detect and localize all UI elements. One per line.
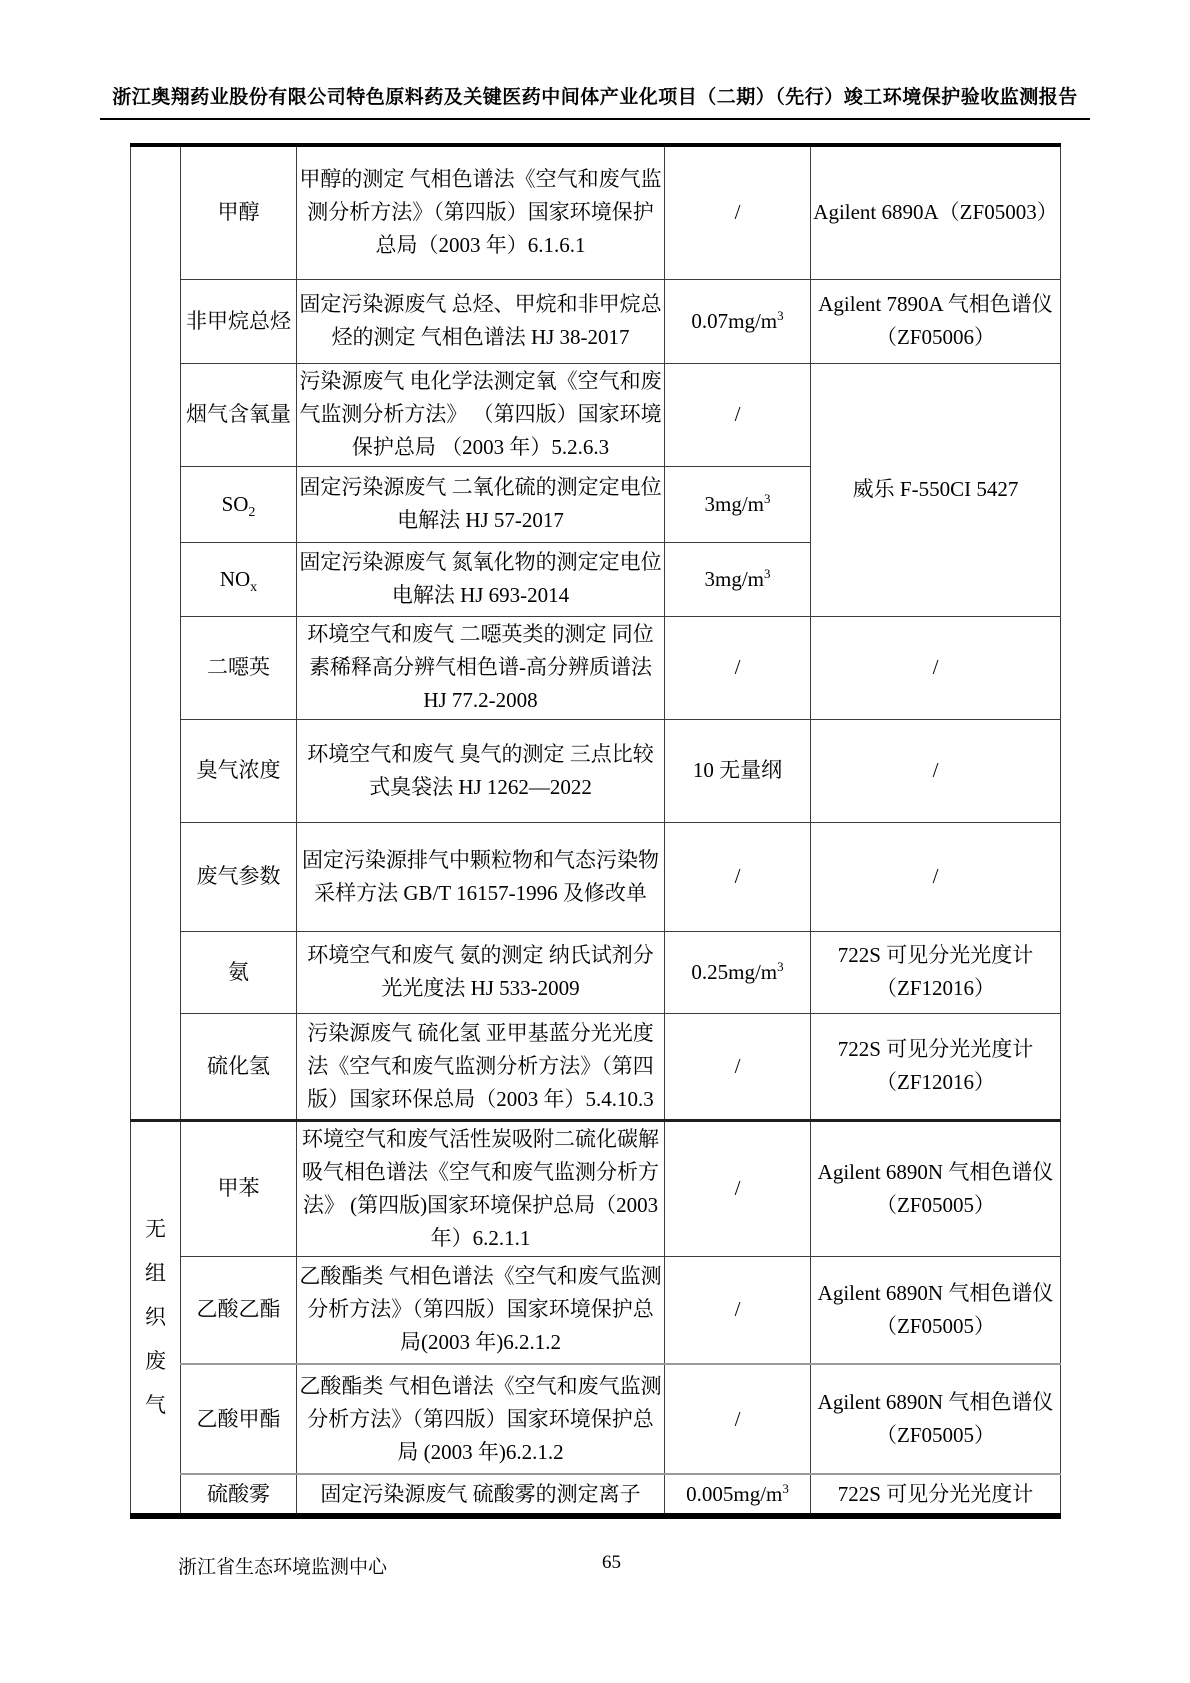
pollutant-cell: 烟气含氧量 bbox=[181, 363, 297, 466]
table-row bbox=[131, 931, 1061, 1013]
pollutant-cell: 乙酸乙酯 bbox=[181, 1256, 297, 1364]
method-cell: 污染源废气 电化学法测定氧《空气和废气监测分析方法》 （第四版）国家环境保护总局 （2003 年）5.2.6.3 bbox=[297, 363, 665, 466]
equipment-cell: Agilent 6890N 气相色谱仪（ZF05005） bbox=[811, 1120, 1061, 1256]
detection-limit-cell: / bbox=[665, 1364, 811, 1474]
pollutant-cell: 硫酸雾 bbox=[181, 1474, 297, 1516]
footer-organization: 浙江省生态环境监测中心 bbox=[178, 1557, 388, 1578]
category-label: 无 组 织 废 气 bbox=[145, 1217, 166, 1418]
method-cell: 固定污染源废气 硫酸雾的测定离子 bbox=[297, 1474, 665, 1516]
detection-limit-cell: / bbox=[665, 822, 811, 931]
table-row bbox=[131, 1364, 1061, 1474]
equipment-cell: 威乐 F-550CI 5427 bbox=[811, 363, 1061, 616]
equipment-cell: / bbox=[811, 719, 1061, 822]
method-cell: 环境空气和废气活性炭吸附二硫化碳解吸气相色谱法《空气和废气监测分析方法》 (第四版)国家环境保护总局（2003 年）6.2.1.1 bbox=[297, 1120, 665, 1256]
pollutant-cell: $NO_x$ bbox=[181, 542, 297, 616]
equipment-cell: Agilent 6890N 气相色谱仪（ZF05005） bbox=[811, 1256, 1061, 1364]
pollutant-cell: $SO_2$ bbox=[181, 466, 297, 542]
method-cell: 甲醇的测定 气相色谱法《空气和废气监测分析方法》（第四版）国家环境保护总局（2003 年）6.1.6.1 bbox=[297, 145, 665, 279]
detection-limit-cell: / bbox=[665, 1256, 811, 1364]
method-cell: 环境空气和废气 二噁英类的测定 同位素稀释高分辨气相色谱-高分辨质谱法 HJ 77.2-2008 bbox=[297, 616, 665, 719]
table-row bbox=[131, 616, 1061, 719]
detection-limit-cell: / bbox=[665, 616, 811, 719]
pollutant-cell: 非甲烷总烃 bbox=[181, 279, 297, 363]
method-cell: 固定污染源排气中颗粒物和气态污染物采样方法 GB/T 16157-1996 及修改单 bbox=[297, 822, 665, 931]
equipment-cell: 722S 可见分光光度计 bbox=[811, 1474, 1061, 1516]
pollutant-cell: 乙酸甲酯 bbox=[181, 1364, 297, 1474]
table-row bbox=[131, 1256, 1061, 1364]
table-row bbox=[131, 1120, 1061, 1256]
pollutant-cell: 硫化氢 bbox=[181, 1013, 297, 1120]
method-cell: 污染源废气 硫化氢 亚甲基蓝分光光度法《空气和废气监测分析方法》（第四版）国家环保总局（2003 年）5.4.10.3 bbox=[297, 1013, 665, 1120]
page-header-title: 浙江奥翔药业股份有限公司特色原料药及关键医药中间体产业化项目（二期）（先行）竣工环境保护验收监测报告 bbox=[100, 82, 1090, 120]
table-row bbox=[131, 1013, 1061, 1120]
table-row bbox=[131, 719, 1061, 822]
table-row bbox=[131, 1474, 1061, 1516]
category-cell bbox=[131, 1120, 181, 1516]
equipment-cell: 722S 可见分光光度计（ZF12016） bbox=[811, 1013, 1061, 1120]
equipment-cell: / bbox=[811, 822, 1061, 931]
pollutant-cell: 废气参数 bbox=[181, 822, 297, 931]
pollutant-cell: 二噁英 bbox=[181, 616, 297, 719]
equipment-cell: 722S 可见分光光度计（ZF12016） bbox=[811, 931, 1061, 1013]
pollutant-cell: 甲醇 bbox=[181, 145, 297, 279]
detection-limit-cell: / bbox=[665, 1013, 811, 1120]
equipment-cell: / bbox=[811, 616, 1061, 719]
footer-page-number: 65 bbox=[602, 1552, 621, 1573]
pollutant-cell: 甲苯 bbox=[181, 1120, 297, 1256]
detection-limit-cell: $3mg/m^3$ bbox=[665, 542, 811, 616]
method-cell: 固定污染源废气 氮氧化物的测定定电位电解法 HJ 693-2014 bbox=[297, 542, 665, 616]
monitoring-methods-table bbox=[130, 143, 1061, 1519]
table-row bbox=[131, 279, 1061, 363]
pollutant-cell: 氨 bbox=[181, 931, 297, 1013]
category-cell bbox=[131, 145, 181, 1120]
equipment-cell: Agilent 7890A 气相色谱仪（ZF05006） bbox=[811, 279, 1061, 363]
detection-limit-cell: $0.005mg/m^3$ bbox=[665, 1474, 811, 1516]
method-cell: 固定污染源废气 总烃、甲烷和非甲烷总烃的测定 气相色谱法 HJ 38-2017 bbox=[297, 279, 665, 363]
method-cell: 环境空气和废气 臭气的测定 三点比较式臭袋法 HJ 1262—2022 bbox=[297, 719, 665, 822]
pollutant-cell: 臭气浓度 bbox=[181, 719, 297, 822]
method-cell: 环境空气和废气 氨的测定 纳氏试剂分光光度法 HJ 533-2009 bbox=[297, 931, 665, 1013]
equipment-cell: Agilent 6890N 气相色谱仪（ZF05005） bbox=[811, 1364, 1061, 1474]
method-cell: 固定污染源废气 二氧化硫的测定定电位电解法 HJ 57-2017 bbox=[297, 466, 665, 542]
table-row bbox=[131, 822, 1061, 931]
detection-limit-cell: / bbox=[665, 363, 811, 466]
detection-limit-cell: $0.25mg/m^3$ bbox=[665, 931, 811, 1013]
detection-limit-cell: / bbox=[665, 1120, 811, 1256]
equipment-cell: Agilent 6890A（ZF05003） bbox=[811, 145, 1061, 279]
table-row bbox=[131, 363, 1061, 466]
detection-limit-cell: $3mg/m^3$ bbox=[665, 466, 811, 542]
detection-limit-cell: 10 无量纲 bbox=[665, 719, 811, 822]
detection-limit-cell: $0.07mg/m^3$ bbox=[665, 279, 811, 363]
method-cell: 乙酸酯类 气相色谱法《空气和废气监测分析方法》（第四版）国家环境保护总局 (2003 年)6.2.1.2 bbox=[297, 1364, 665, 1474]
detection-limit-cell: / bbox=[665, 145, 811, 279]
method-cell: 乙酸酯类 气相色谱法《空气和废气监测分析方法》（第四版）国家环境保护总局(2003 年)6.2.1.2 bbox=[297, 1256, 665, 1364]
table-row bbox=[131, 145, 1061, 279]
